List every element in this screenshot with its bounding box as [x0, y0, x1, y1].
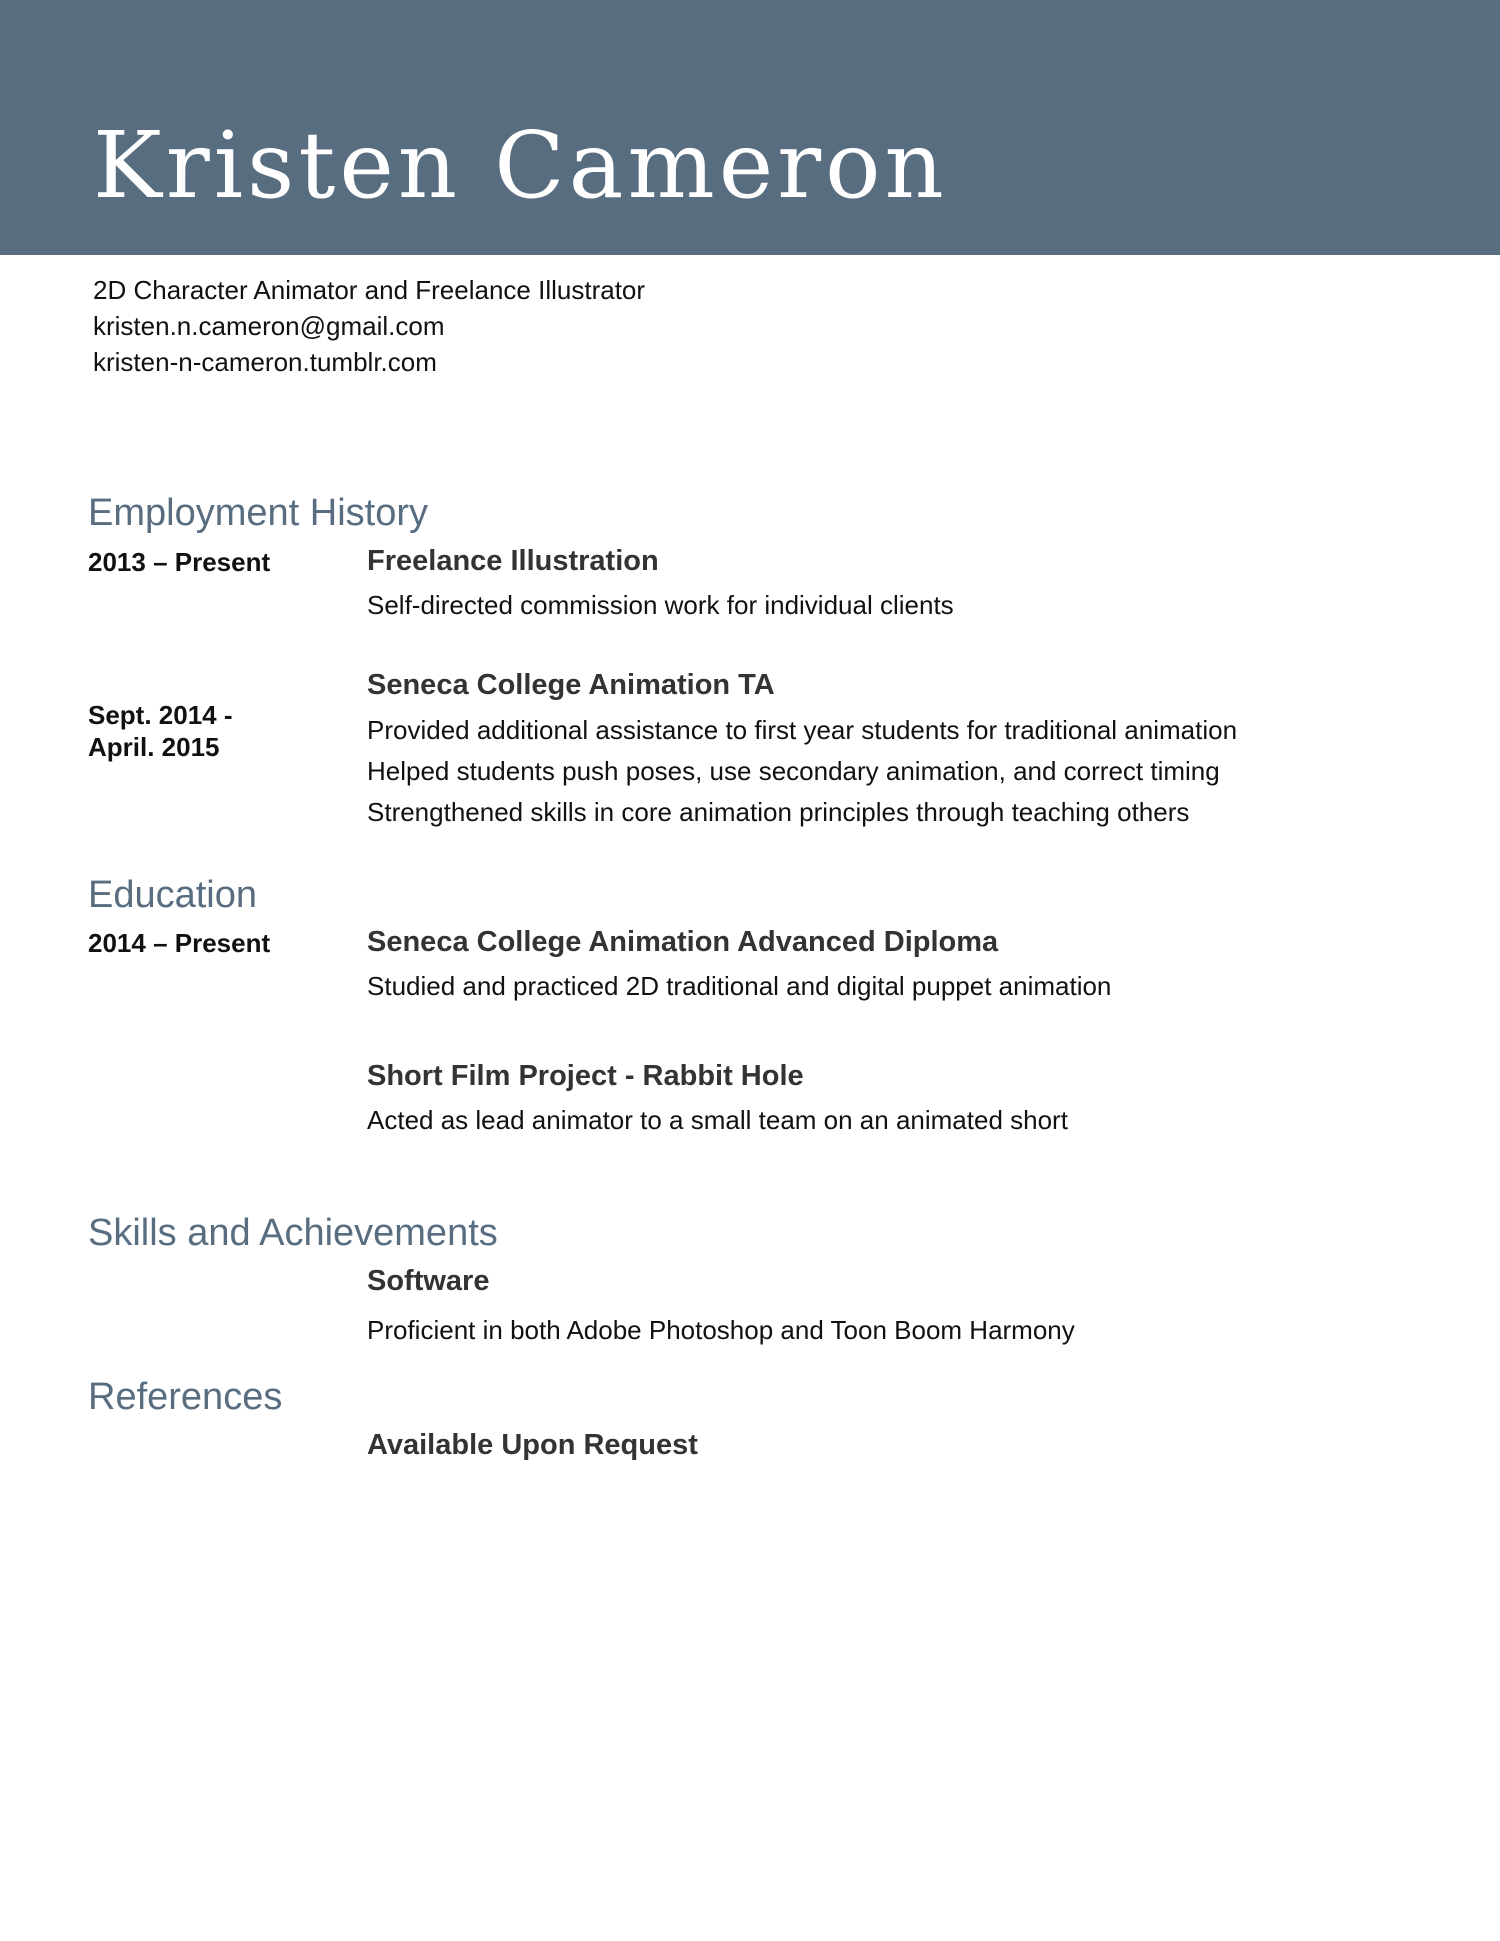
email-address: kristen.n.cameron@gmail.com — [93, 311, 445, 341]
description-line: Self-directed commission work for individual clients — [367, 590, 954, 620]
skills-description — [367, 1310, 1075, 1351]
employment-heading: Employment History — [88, 492, 428, 534]
education-date: 2014 – Present — [88, 928, 271, 958]
contact-block — [93, 272, 645, 380]
description-line: Strengthened skills in core animation principles through teaching others — [367, 797, 1190, 827]
skills-title: Software — [367, 1265, 490, 1297]
references-heading: References — [88, 1376, 283, 1418]
education-description — [367, 966, 1111, 1007]
header-band — [0, 0, 1500, 255]
employment-date: 2013 – Present — [88, 547, 271, 577]
description-line: Studied and practiced 2D traditional and digital puppet animation — [367, 971, 1112, 1001]
education-title: Seneca College Animation Advanced Diploma — [367, 926, 999, 958]
employment-description — [367, 585, 954, 626]
education-heading: Education — [88, 874, 258, 916]
employment-description — [367, 710, 1237, 833]
education-title: Short Film Project - Rabbit Hole — [367, 1060, 804, 1092]
skills-heading: Skills and Achievements — [88, 1212, 498, 1254]
employment-date — [88, 699, 233, 763]
description-line: Helped students push poses, use secondary animation, and correct timing — [367, 756, 1220, 786]
date-line: April. 2015 — [88, 732, 220, 762]
description-line: Acted as lead animator to a small team on an animated short — [367, 1105, 1068, 1135]
employment-title: Seneca College Animation TA — [367, 669, 775, 701]
date-line: Sept. 2014 - — [88, 700, 233, 730]
employment-title: Freelance Illustration — [367, 545, 659, 577]
candidate-name: Kristen Cameron — [93, 112, 948, 219]
job-title: 2D Character Animator and Freelance Illustrator — [93, 275, 646, 305]
description-line: Proficient in both Adobe Photoshop and Toon Boom Harmony — [367, 1315, 1075, 1345]
description-line: Provided additional assistance to first year students for traditional animation — [367, 715, 1238, 745]
references-text: Available Upon Request — [367, 1429, 698, 1461]
education-description — [367, 1100, 1068, 1141]
website-address: kristen-n-cameron.tumblr.com — [93, 347, 437, 377]
